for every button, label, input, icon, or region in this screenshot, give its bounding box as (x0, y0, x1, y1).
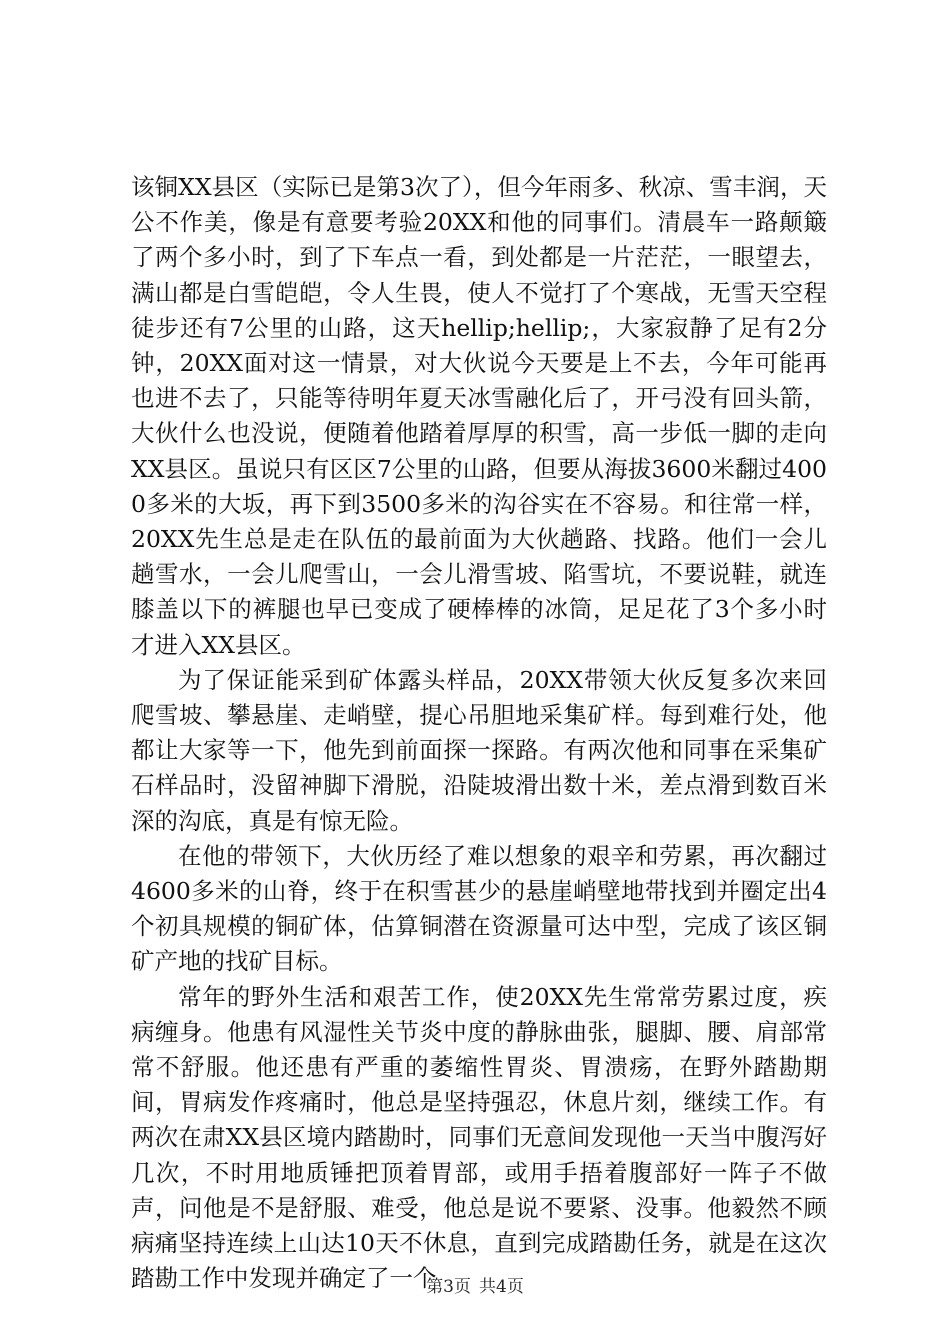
document-body (131, 170, 827, 1297)
paragraph-4: 常年的野外生活和艰苦工作，使20XX先生常常劳累过度，疾病缠身。他患有风湿性关节炎中度的静脉曲张，腿脚、腰、肩部常常不舒服。他还患有严重的萎缩性胃炎、胃溃疡，在野外踏勘期间，胃病发作疼痛时，他总是坚持强忍，休息片刻，继续工作。有两次在肃XX县区境内踏勘时，同事们无意间发现他一天当中腹泻好几次，不时用地质锤把顶着胃部，或用手捂着腹部好一阵子不做声，问他是不是舒服、难受，他总是说不要紧、没事。他毅然不顾病痛坚持连续上山达10天不休息，直到完成踏勘任务，就是在这次踏勘工作中发现并确定了一个 (131, 982, 827, 1293)
page-footer (0, 1276, 950, 1298)
paragraph-2: 为了保证能采到矿体露头样品，20XX带领大伙反复多次来回爬雪坡、攀悬崖、走峭壁，提心吊胆地采集矿样。每到难行处，他都让大家等一下，他先到前面探一探路。有两次他和同事在采集矿石样品时，没留神脚下滑脱，沿陡坡滑出数十米，差点滑到数百米深的沟底，真是有惊无险。 (131, 665, 827, 835)
page-number: 第3页 (426, 1277, 471, 1297)
page-total: 共4页 (479, 1277, 524, 1297)
paragraph-1: 该铜XX县区（实际已是第3次了），但今年雨多、秋凉、雪丰润，天公不作美，像是有意要考验20XX和他的同事们。清晨车一路颠簸了两个多小时，到了下车点一看，到处都是一片茫茫，一眼望去，满山都是白雪皑皑，令人生畏，使人不觉打了个寒战，无雪天空程徒步还有7公里的山路，这天hellip;hellip;，大家寂静了足有2分钟，20XX面对这一情景，对大伙说今天要是上不去，今年可能再也进不去了，只能等待明年夏天冰雪融化后了，开弓没有回头箭，大伙什么也没说，便随着他踏着厚厚的积雪，高一步低一脚的走向XX县区。虽说只有区区7公里的山路，但要从海拔3600米翻过4000多米的大坂，再下到3500多米的沟谷实在不容易。和往常一样，20XX先生总是走在队伍的最前面为大伙趟路、找路。他们一会儿趟雪水，一会儿爬雪山，一会儿滑雪坡、陷雪坑，不要说鞋，就连膝盖以下的裤腿也早已变成了硬棒棒的冰筒，足足花了3个多小时才进入XX县区。 (131, 173, 827, 659)
paragraph-3: 在他的带领下，大伙历经了难以想象的艰辛和劳累，再次翻过4600多米的山脊，终于在积雪甚少的悬崖峭壁地带找到并圈定出4个初具规模的铜矿体，估算铜潜在资源量可达中型，完成了该区铜矿产地的找矿目标。 (131, 841, 827, 976)
